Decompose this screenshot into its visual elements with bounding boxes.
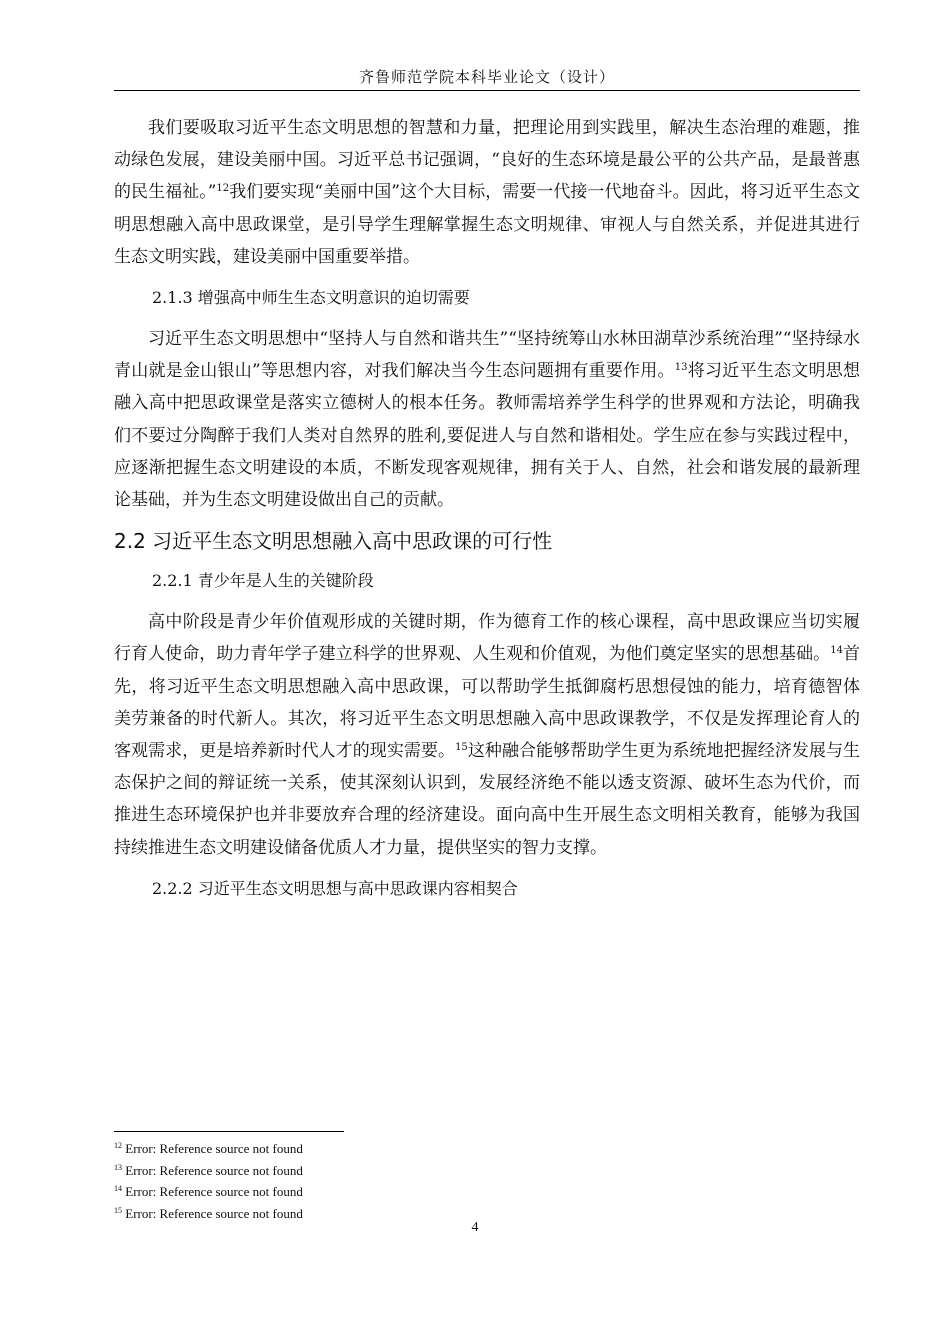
paragraph [114, 323, 860, 516]
footnote-number: 13 [114, 1162, 122, 1172]
text-run: 我们要实现“美丽中国”这个大目标，需要一代接一代地奋斗。因此，将习近平生态文明思想融入高中思政课堂，是引导学生理解掌握生态文明规律、审视人与自然关系，并促进其进行生态文明实践，建设美丽中国重要举措。 [114, 182, 860, 267]
footnote-divider [114, 1131, 344, 1132]
footnote-number: 15 [114, 1205, 122, 1215]
running-header: 齐鲁师范学院本科毕业论文（设计） [358, 68, 615, 86]
body-text [114, 112, 860, 914]
text-run: 高中阶段是青少年价值观形成的关键时期，作为德育工作的核心课程，高中思政课应当切实履行育人使命，助力青年学子建立科学的世界观、人生观和价值观，为他们奠定坚实的思想基础。 [114, 612, 860, 665]
footnote-number: 14 [114, 1184, 122, 1193]
text-run: 这种融合能够帮助学生更为系统地把握经济发展与生态保护之间的辩证统一关系，使其深刻认识到，发展经济绝不能以透支资源、破坏生态为代价，而推进生态环境保护也并非要放弃合理的经济建设。面向高中生开展生态文明相关教育，能够为我国持续推进生态文明建设储备优质人才力量，提供坚实的智力支撑。 [114, 741, 861, 858]
footnote-text: Error: Reference source not found [125, 1162, 303, 1178]
footnotes [114, 1138, 714, 1224]
text-run: 我们要吸取习近平生态文明思想的智慧和力量，把理论用到实践里，解决生态治理的难题，推动绿色发展，建设美丽中国。习近平总书记强调，“良好的生态环境是最公平的公共产品，是最普惠的民生福祉。” [114, 118, 860, 203]
footnote-ref[interactable]: 13 [674, 362, 688, 374]
footnote-ref[interactable]: 12 [216, 183, 230, 195]
paragraph [114, 606, 860, 864]
header-divider [114, 90, 860, 91]
subsection-heading: 2.2.2 习近平生态文明思想与高中思政课内容相契合 [152, 878, 518, 898]
page-number: 4 [471, 1220, 479, 1235]
footnote-text: Error: Reference source not found [125, 1141, 303, 1156]
section-heading: 2.2 习近平生态文明思想融入高中思政课的可行性 [114, 529, 553, 554]
footnote-ref[interactable]: 14 [830, 645, 843, 657]
footnote [114, 1138, 714, 1160]
subsection-heading: 2.2.1 青少年是人生的关键阶段 [152, 571, 374, 591]
text-run: 首先，将习近平生态文明思想融入高中思政课，可以帮助学生抵御腐朽思想侵蚀的能力，培育德智体美劳兼备的时代新人。其次，将习近平生态文明思想融入高中思政课教学，不仅是发挥理论育人的客观需求，更是培养新时代人才的现实需要。 [114, 644, 861, 762]
footnote-text: Error: Reference source not found [125, 1205, 303, 1221]
footnote-ref[interactable]: 15 [455, 742, 468, 754]
footnote [114, 1160, 714, 1182]
footnote-text: Error: Reference source not found [125, 1184, 303, 1199]
footnote [114, 1181, 714, 1203]
footnote-number: 12 [114, 1141, 122, 1150]
text-run: 将习近平生态文明思想融入高中把思政课堂是落实立德树人的根本任务。教师需培养学生科学的世界观和方法论，明确我们不要过分陶醉于我们人类对自然界的胜利,要促进人与自然和谐相处。学生应在参与实践过程中，应逐渐把握生态文明建设的本质，不断发现客观规律，拥有关于人、自然，社会和谐发展的最新理论基础，并为生态文明建设做出自己的贡献。 [114, 361, 860, 511]
paragraph [114, 112, 860, 273]
text-run: 习近平生态文明思想中“坚持人与自然和谐共生”“坚持统筹山水林田湖草沙系统治理”“坚持绿水青山就是金山银山”等思想内容，对我们解决当今生态问题拥有重要作用。 [114, 329, 860, 382]
subsection-heading: 2.1.3 增强高中师生生态文明意识的迫切需要 [152, 288, 470, 308]
